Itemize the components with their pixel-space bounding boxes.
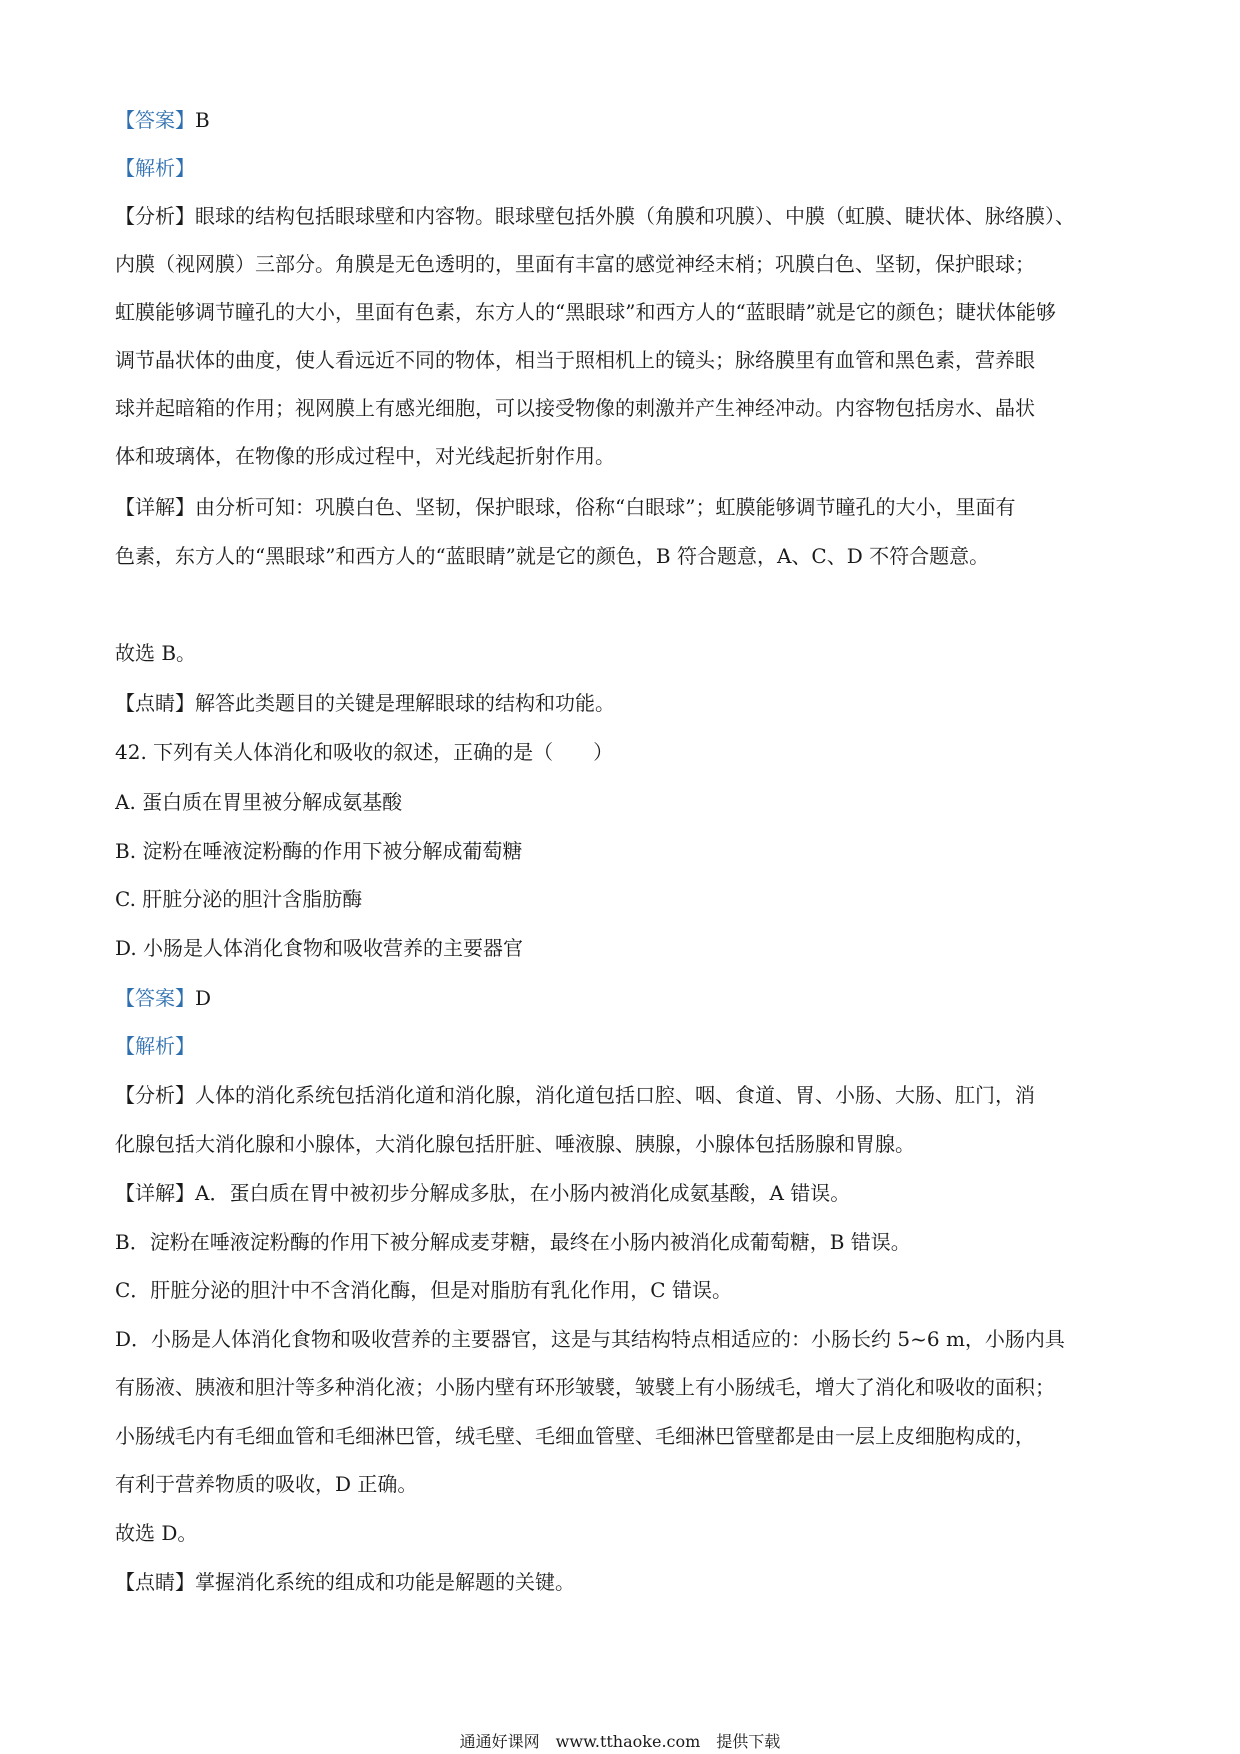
q42-xiangjie-line-4: D．小肠是人体消化食物和吸收营养的主要器官，这是与其结构特点相适应的：小肠长约 5~6 m，小肠内具 [115, 1327, 1065, 1351]
q42-option-b: B. 淀粉在唾液淀粉酶的作用下被分解成葡萄糖 [115, 839, 523, 863]
q42-option-a: A. 蛋白质在胃里被分解成氨基酸 [115, 790, 403, 814]
q42-option-c: C. 肝脏分泌的胆汁含脂肪酶 [115, 887, 363, 911]
q42-xiangjie-line-3: C．肝脏分泌的胆汁中不含消化酶，但是对脂肪有乳化作用，C 错误。 [115, 1278, 732, 1302]
q42-answer-value: D [195, 986, 212, 1010]
q42-xiangjie-line-1: 【详解】A．蛋白质在胃中被初步分解成多肽，在小肠内被消化成氨基酸，A 错误。 [115, 1181, 851, 1205]
q42-conclusion: 故选 D。 [115, 1521, 198, 1545]
q41-fenxi-line-4: 调节晶状体的曲度，使人看远近不同的物体，相当于照相机上的镜头；脉络膜里有血管和黑色素，营养眼 [115, 348, 1035, 372]
q42-xiangjie-line-6: 小肠绒毛内有毛细血管和毛细淋巴管，绒毛壁、毛细血管壁、毛细淋巴管壁都是由一层上皮细胞构成的， [115, 1424, 1035, 1448]
page-footer: 通通好课网 www.tthaoke.com 提供下载 [459, 1732, 781, 1751]
q41-fenxi-line-6: 体和玻璃体，在物像的形成过程中，对光线起折射作用。 [115, 444, 615, 468]
q42-answer-tag: 【答案】 [115, 986, 195, 1010]
q42-fenxi-line-2: 化腺包括大消化腺和小腺体，大消化腺包括肝脏、唾液腺、胰腺，小腺体包括肠腺和胃腺。 [115, 1132, 915, 1156]
q41-analysis-tag: 【解析】 [115, 156, 195, 180]
q42-analysis-tag: 【解析】 [115, 1034, 195, 1058]
q41-answer-value: B [195, 108, 210, 132]
q42-stem: 42. 下列有关人体消化和吸收的叙述，正确的是（ ） [115, 740, 614, 764]
q41-conclusion: 故选 B。 [115, 641, 197, 665]
q42-answer-line [115, 985, 1135, 1011]
q42-xiangjie-line-5: 有肠液、胰液和胆汁等多种消化液；小肠内壁有环形皱襞，皱襞上有小肠绒毛，增大了消化和吸收的面积； [115, 1375, 1055, 1399]
q41-answer-line [115, 107, 1135, 133]
q42-xiangjie-line-2: B．淀粉在唾液淀粉酶的作用下被分解成麦芽糖，最终在小肠内被消化成葡萄糖，B 错误。 [115, 1230, 911, 1254]
q41-fenxi-line-2: 内膜（视网膜）三部分。角膜是无色透明的，里面有丰富的感觉神经末梢；巩膜白色、坚韧，保护眼球； [115, 252, 1035, 276]
q42-xiangjie-line-7: 有利于营养物质的吸收，D 正确。 [115, 1472, 418, 1496]
q42-fenxi-line-1: 【分析】人体的消化系统包括消化道和消化腺，消化道包括口腔、咽、食道、胃、小肠、大肠、肛门，消 [115, 1083, 1035, 1107]
q41-xiangjie-line-2: 色素，东方人的“黑眼球”和西方人的“蓝眼睛”就是它的颜色，B 符合题意，A、C、D 不符合题意。 [115, 544, 990, 568]
q42-option-d: D. 小肠是人体消化食物和吸收营养的主要器官 [115, 936, 524, 960]
q41-xiangjie-line-1: 【详解】由分析可知：巩膜白色、坚韧，保护眼球，俗称“白眼球”；虹膜能够调节瞳孔的大小，里面有 [115, 495, 1016, 519]
q42-dianjing: 【点睛】掌握消化系统的组成和功能是解题的关键。 [115, 1570, 575, 1594]
q41-answer-tag: 【答案】 [115, 108, 195, 132]
q41-fenxi-line-3: 虹膜能够调节瞳孔的大小，里面有色素，东方人的“黑眼球”和西方人的“蓝眼睛”就是它的颜色；睫状体能够 [115, 300, 1056, 324]
q41-fenxi-line-5: 球并起暗箱的作用；视网膜上有感光细胞，可以接受物像的刺激并产生神经冲动。内容物包括房水、晶状 [115, 396, 1035, 420]
q41-dianjing: 【点睛】解答此类题目的关键是理解眼球的结构和功能。 [115, 691, 615, 715]
q41-fenxi-line-1: 【分析】眼球的结构包括眼球壁和内容物。眼球壁包括外膜（角膜和巩膜）、中膜（虹膜、睫状体、脉络膜）、 [115, 204, 1075, 228]
